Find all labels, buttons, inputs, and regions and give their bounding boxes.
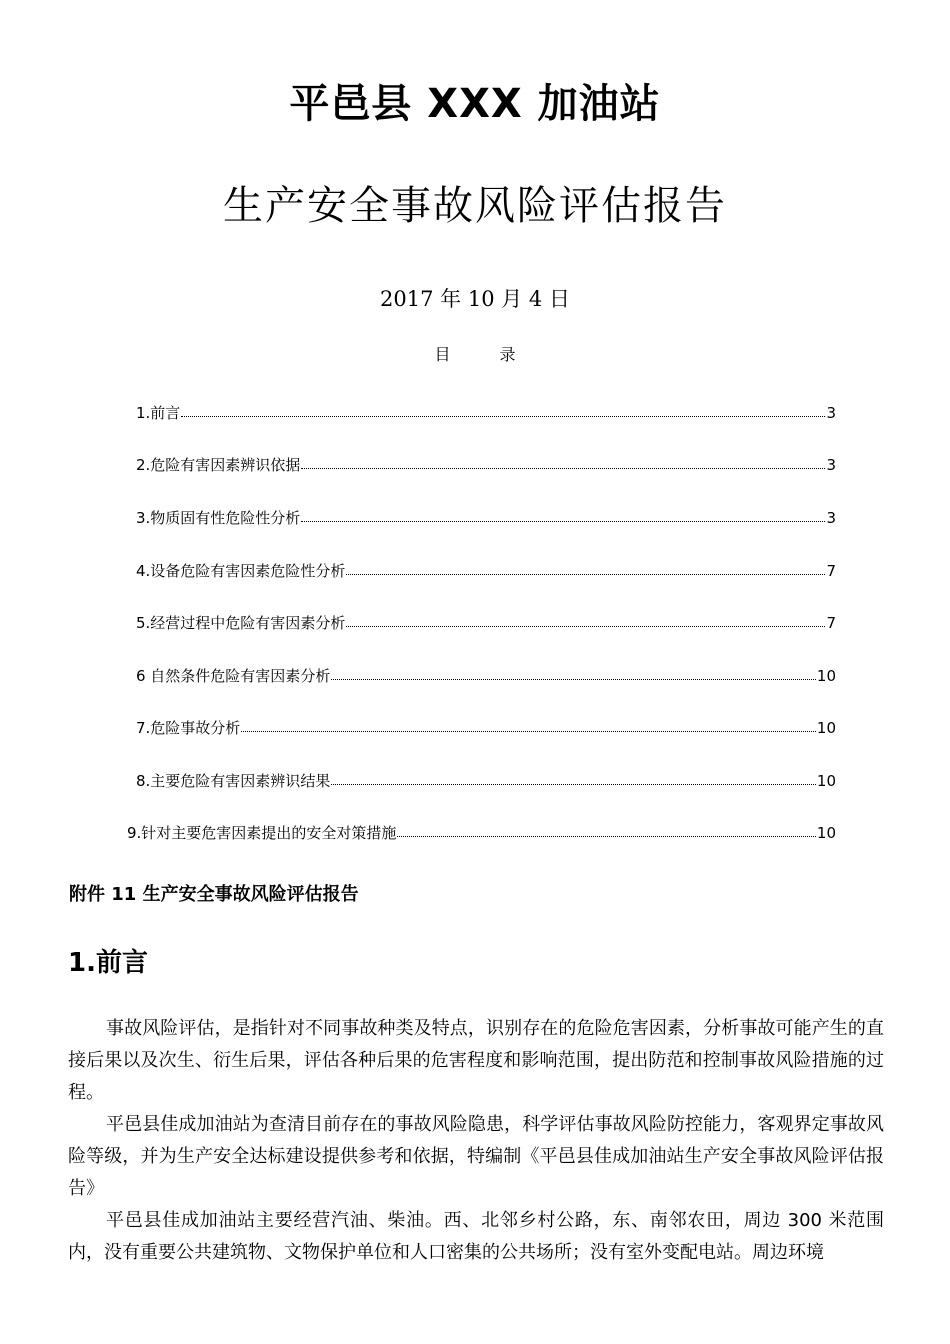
- toc-item-page: 3: [826, 404, 836, 422]
- toc-leader: [181, 402, 825, 417]
- paragraph: 平邑县佳成加油站为查清目前存在的事故风险隐患，科学评估事故风险防控能力，客观界定事故风险等级，并为生产安全达标建设提供参考和依据，特编制《平邑县佳成加油站生产安全事故风险评估报告》: [68, 1114, 884, 1199]
- toc-item[interactable]: [136, 561, 836, 581]
- paragraph: 事故风险评估，是指针对不同事故种类及特点，识别存在的危险危害因素，分析事故可能产生的直接后果以及次生、衍生后果，评估各种后果的危害程度和影响范围，提出防范和控制事故风险措施的过程。: [68, 1018, 884, 1103]
- toc-leader: [397, 822, 816, 837]
- document-date: 2017 年 10 月 4 日: [380, 287, 570, 311]
- document-title: 平邑县 XXX 加油站: [289, 81, 661, 127]
- toc-item-page: 10: [816, 824, 836, 842]
- toc-item[interactable]: [127, 823, 836, 843]
- annex-heading: 附件 11 生产安全事故风险评估报告: [69, 884, 359, 905]
- toc-item-page: 3: [826, 509, 836, 527]
- toc-item-label: 8.主要危险有害因素辨识结果: [136, 772, 331, 790]
- toc-leader: [241, 717, 816, 732]
- toc-item-label: 9.针对主要危害因素提出的安全对策措施: [127, 824, 397, 842]
- toc-item-label: 2.危险有害因素辨识依据: [136, 456, 301, 474]
- toc-item-page: 10: [816, 719, 836, 737]
- toc-item[interactable]: [136, 718, 836, 738]
- toc-item[interactable]: [136, 403, 836, 423]
- toc-item-page: 7: [826, 562, 836, 580]
- section-body: [68, 1013, 884, 1269]
- toc-item-label: 1.前言: [136, 404, 181, 422]
- toc-leader: [301, 507, 825, 522]
- toc-leader: [331, 665, 816, 680]
- toc-item-label: 3.物质固有性危险性分析: [136, 509, 301, 527]
- toc-item-label: 5.经营过程中危险有害因素分析: [136, 614, 346, 632]
- toc-item[interactable]: [136, 508, 836, 528]
- toc-item-label: 6 自然条件危险有害因素分析: [136, 667, 331, 685]
- toc-item-page: 10: [816, 667, 836, 685]
- toc-leader: [346, 560, 825, 575]
- toc-item-label: 4.设备危险有害因素危险性分析: [136, 562, 346, 580]
- toc-item[interactable]: [136, 666, 836, 686]
- toc-title: 目 录: [434, 345, 538, 364]
- document-subtitle: 生产安全事故风险评估报告: [223, 183, 727, 229]
- toc-leader: [301, 454, 825, 469]
- toc-leader: [331, 770, 816, 785]
- toc-leader: [346, 612, 825, 627]
- toc-item-page: 10: [816, 772, 836, 790]
- toc-item-page: 7: [826, 614, 836, 632]
- toc-item[interactable]: [136, 613, 836, 633]
- section-heading: 1.前言: [68, 948, 148, 978]
- toc-item-label: 7.危险事故分析: [136, 719, 241, 737]
- toc-item[interactable]: [136, 455, 836, 475]
- paragraph: 平邑县佳成加油站主要经营汽油、柴油。西、北邻乡村公路，东、南邻农田，周边 300 米范围内，没有重要公共建筑物、文物保护单位和人口密集的公共场所；没有室外变配电站。周边环境: [68, 1210, 884, 1263]
- toc-item[interactable]: [136, 771, 836, 791]
- toc-item-page: 3: [826, 456, 836, 474]
